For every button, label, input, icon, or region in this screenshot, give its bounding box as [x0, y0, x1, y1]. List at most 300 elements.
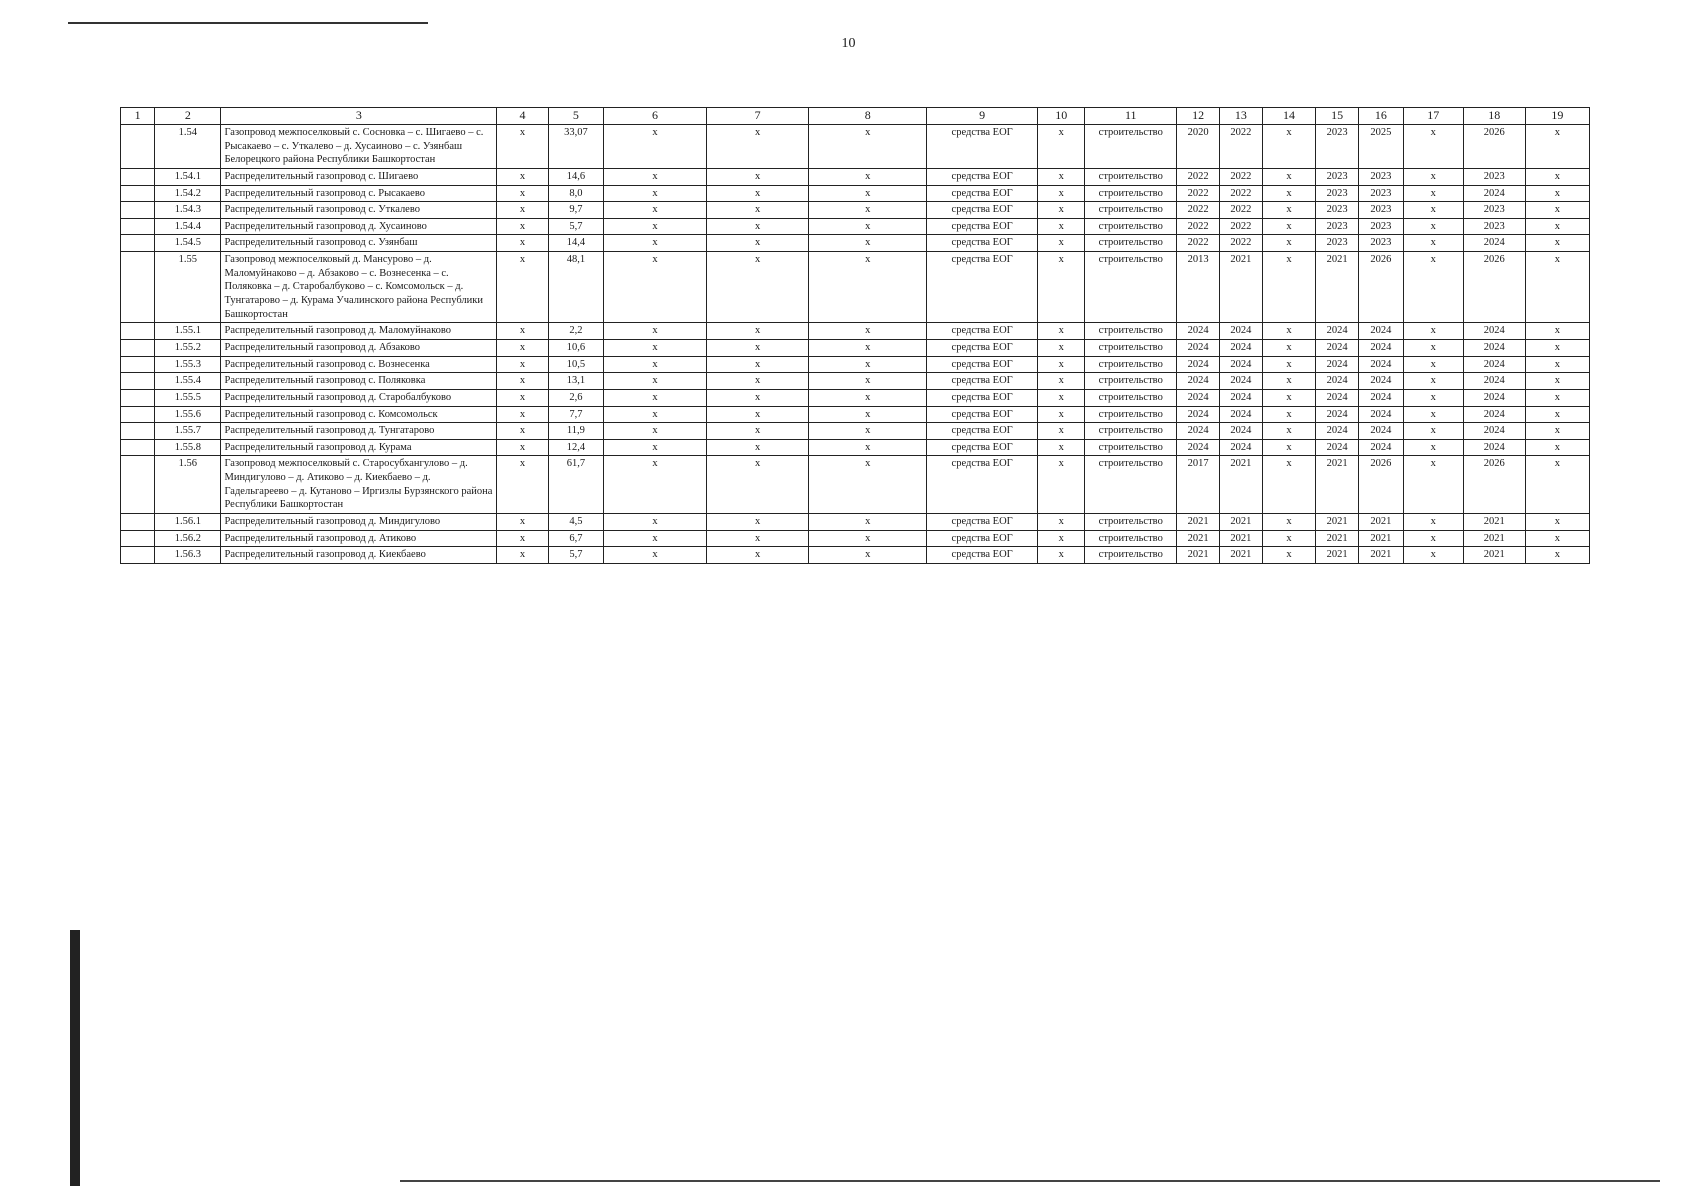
cell-id: 1.54.3 — [155, 202, 221, 219]
cell-c16: 2021 — [1358, 530, 1403, 547]
cell-c13: 2021 — [1219, 547, 1262, 564]
cell-name: Распределительный газопровод с. Поляковка — [221, 373, 497, 390]
cell-c14: x — [1262, 406, 1315, 423]
cell-c7: x — [706, 406, 809, 423]
cell-c19: x — [1525, 547, 1589, 564]
cell-c9: средства ЕОГ — [927, 373, 1038, 390]
cell-c5: 14,6 — [548, 168, 604, 185]
cell-c13: 2024 — [1219, 373, 1262, 390]
cell-c17: x — [1403, 323, 1463, 340]
table-row — [121, 547, 1590, 564]
cell-c15: 2021 — [1316, 456, 1359, 514]
cell-c18: 2024 — [1463, 339, 1525, 356]
cell-c14: x — [1262, 530, 1315, 547]
cell-empty — [121, 125, 155, 169]
cell-name: Распределительный газопровод д. Киекбаево — [221, 547, 497, 564]
cell-c8: x — [809, 389, 927, 406]
cell-c7: x — [706, 389, 809, 406]
cell-c17: x — [1403, 439, 1463, 456]
cell-c8: x — [809, 218, 927, 235]
cell-c6: x — [604, 218, 707, 235]
cell-c12: 2022 — [1177, 168, 1220, 185]
cell-c18: 2023 — [1463, 168, 1525, 185]
cell-c11: строительство — [1085, 252, 1177, 323]
cell-name: Распределительный газопровод с. Рысакаево — [221, 185, 497, 202]
cell-c15: 2023 — [1316, 168, 1359, 185]
cell-c9: средства ЕОГ — [927, 356, 1038, 373]
cell-c4: x — [497, 185, 548, 202]
cell-c11: строительство — [1085, 185, 1177, 202]
cell-c17: x — [1403, 252, 1463, 323]
cell-c14: x — [1262, 252, 1315, 323]
cell-c8: x — [809, 439, 927, 456]
cell-c18: 2024 — [1463, 323, 1525, 340]
cell-c4: x — [497, 218, 548, 235]
cell-c8: x — [809, 185, 927, 202]
cell-c9: средства ЕОГ — [927, 406, 1038, 423]
cell-c15: 2023 — [1316, 235, 1359, 252]
column-header: 8 — [809, 108, 927, 125]
cell-c17: x — [1403, 235, 1463, 252]
cell-c16: 2023 — [1358, 218, 1403, 235]
cell-c4: x — [497, 514, 548, 531]
cell-c17: x — [1403, 185, 1463, 202]
cell-c16: 2024 — [1358, 323, 1403, 340]
cell-c19: x — [1525, 514, 1589, 531]
cell-name: Распределительный газопровод с. Комсомольск — [221, 406, 497, 423]
cell-c4: x — [497, 339, 548, 356]
cell-c18: 2024 — [1463, 423, 1525, 440]
cell-c13: 2022 — [1219, 168, 1262, 185]
cell-id: 1.55.6 — [155, 406, 221, 423]
table-row — [121, 373, 1590, 390]
cell-c18: 2026 — [1463, 125, 1525, 169]
cell-name: Распределительный газопровод д. Курама — [221, 439, 497, 456]
cell-c10: x — [1038, 439, 1085, 456]
cell-c10: x — [1038, 514, 1085, 531]
cell-c9: средства ЕОГ — [927, 202, 1038, 219]
cell-c5: 2,2 — [548, 323, 604, 340]
cell-name: Распределительный газопровод с. Шигаево — [221, 168, 497, 185]
cell-c12: 2024 — [1177, 356, 1220, 373]
cell-c4: x — [497, 235, 548, 252]
cell-empty — [121, 456, 155, 514]
cell-c10: x — [1038, 356, 1085, 373]
cell-c18: 2024 — [1463, 356, 1525, 373]
table-row — [121, 168, 1590, 185]
cell-c9: средства ЕОГ — [927, 423, 1038, 440]
cell-c17: x — [1403, 406, 1463, 423]
cell-c18: 2024 — [1463, 185, 1525, 202]
cell-c14: x — [1262, 514, 1315, 531]
cell-c15: 2024 — [1316, 323, 1359, 340]
cell-c5: 12,4 — [548, 439, 604, 456]
cell-c11: строительство — [1085, 406, 1177, 423]
cell-c16: 2024 — [1358, 339, 1403, 356]
cell-c5: 4,5 — [548, 514, 604, 531]
cell-c13: 2024 — [1219, 356, 1262, 373]
cell-c18: 2023 — [1463, 218, 1525, 235]
cell-c17: x — [1403, 456, 1463, 514]
cell-c12: 2024 — [1177, 389, 1220, 406]
cell-c16: 2024 — [1358, 373, 1403, 390]
cell-c4: x — [497, 202, 548, 219]
cell-empty — [121, 323, 155, 340]
table-row — [121, 202, 1590, 219]
cell-id: 1.54.4 — [155, 218, 221, 235]
cell-c10: x — [1038, 389, 1085, 406]
cell-c12: 2021 — [1177, 530, 1220, 547]
cell-c4: x — [497, 423, 548, 440]
cell-empty — [121, 185, 155, 202]
scan-artifact-edge — [70, 930, 80, 1186]
column-header: 19 — [1525, 108, 1589, 125]
table-row — [121, 125, 1590, 169]
cell-c4: x — [497, 373, 548, 390]
cell-name: Распределительный газопровод с. Вознесенка — [221, 356, 497, 373]
cell-c16: 2023 — [1358, 185, 1403, 202]
cell-name: Распределительный газопровод д. Атиково — [221, 530, 497, 547]
cell-c8: x — [809, 202, 927, 219]
cell-c19: x — [1525, 439, 1589, 456]
cell-c19: x — [1525, 530, 1589, 547]
cell-id: 1.55.5 — [155, 389, 221, 406]
cell-c16: 2021 — [1358, 514, 1403, 531]
table-row — [121, 218, 1590, 235]
cell-c8: x — [809, 530, 927, 547]
cell-c7: x — [706, 514, 809, 531]
cell-id: 1.55.3 — [155, 356, 221, 373]
cell-c13: 2024 — [1219, 439, 1262, 456]
cell-c14: x — [1262, 218, 1315, 235]
cell-c11: строительство — [1085, 514, 1177, 531]
cell-c17: x — [1403, 356, 1463, 373]
cell-c14: x — [1262, 185, 1315, 202]
column-header: 12 — [1177, 108, 1220, 125]
cell-c13: 2021 — [1219, 252, 1262, 323]
cell-c10: x — [1038, 168, 1085, 185]
cell-c15: 2024 — [1316, 423, 1359, 440]
cell-c18: 2024 — [1463, 439, 1525, 456]
cell-c11: строительство — [1085, 356, 1177, 373]
cell-c13: 2021 — [1219, 514, 1262, 531]
cell-c18: 2024 — [1463, 373, 1525, 390]
cell-c16: 2023 — [1358, 202, 1403, 219]
cell-c7: x — [706, 439, 809, 456]
cell-c4: x — [497, 439, 548, 456]
column-header: 9 — [927, 108, 1038, 125]
column-header: 1 — [121, 108, 155, 125]
cell-c18: 2021 — [1463, 514, 1525, 531]
table-row — [121, 423, 1590, 440]
cell-name: Газопровод межпоселковый д. Мансурово – д. Маломуйнаково – д. Абзаково – с. Вознесенка – с. Поляковка – д. Старобалбуково – с. Комсомольск – д. Тунгатарово – д. Курама Учалинского района Республики Башкортостан — [221, 252, 497, 323]
cell-c13: 2022 — [1219, 125, 1262, 169]
cell-name: Газопровод межпоселковый с. Старосубхангулово – д. Миндигулово – д. Атиково – д. Киекбаево – д. Гадельгареево – д. Кутаново – Иргизлы Бурзянского района Республики Башкортостан — [221, 456, 497, 514]
cell-c7: x — [706, 423, 809, 440]
cell-c4: x — [497, 323, 548, 340]
cell-c11: строительство — [1085, 547, 1177, 564]
cell-c15: 2024 — [1316, 373, 1359, 390]
cell-id: 1.55.8 — [155, 439, 221, 456]
cell-c6: x — [604, 168, 707, 185]
cell-c18: 2023 — [1463, 202, 1525, 219]
cell-c12: 2022 — [1177, 218, 1220, 235]
cell-c13: 2024 — [1219, 389, 1262, 406]
cell-id: 1.55.4 — [155, 373, 221, 390]
cell-c7: x — [706, 202, 809, 219]
cell-c6: x — [604, 323, 707, 340]
cell-empty — [121, 514, 155, 531]
cell-id: 1.55.7 — [155, 423, 221, 440]
cell-c11: строительство — [1085, 202, 1177, 219]
cell-c4: x — [497, 356, 548, 373]
cell-name: Распределительный газопровод д. Старобалбуково — [221, 389, 497, 406]
table-row — [121, 456, 1590, 514]
cell-c4: x — [497, 530, 548, 547]
cell-c10: x — [1038, 125, 1085, 169]
cell-c9: средства ЕОГ — [927, 389, 1038, 406]
cell-c18: 2024 — [1463, 235, 1525, 252]
cell-c8: x — [809, 423, 927, 440]
cell-c5: 5,7 — [548, 218, 604, 235]
cell-c13: 2024 — [1219, 406, 1262, 423]
cell-empty — [121, 252, 155, 323]
column-header: 11 — [1085, 108, 1177, 125]
cell-c11: строительство — [1085, 235, 1177, 252]
cell-c7: x — [706, 252, 809, 323]
cell-c12: 2024 — [1177, 406, 1220, 423]
cell-c8: x — [809, 323, 927, 340]
cell-c8: x — [809, 125, 927, 169]
cell-c10: x — [1038, 323, 1085, 340]
cell-c9: средства ЕОГ — [927, 218, 1038, 235]
table-row — [121, 439, 1590, 456]
cell-c14: x — [1262, 373, 1315, 390]
cell-c18: 2026 — [1463, 252, 1525, 323]
cell-c19: x — [1525, 202, 1589, 219]
table-row — [121, 323, 1590, 340]
cell-c5: 48,1 — [548, 252, 604, 323]
cell-empty — [121, 373, 155, 390]
cell-c15: 2023 — [1316, 202, 1359, 219]
gas-pipeline-table — [120, 107, 1590, 564]
cell-c6: x — [604, 373, 707, 390]
cell-c14: x — [1262, 456, 1315, 514]
cell-empty — [121, 406, 155, 423]
cell-empty — [121, 235, 155, 252]
column-header: 6 — [604, 108, 707, 125]
cell-name: Распределительный газопровод д. Хусаиново — [221, 218, 497, 235]
cell-c14: x — [1262, 339, 1315, 356]
cell-empty — [121, 356, 155, 373]
cell-c14: x — [1262, 168, 1315, 185]
cell-c8: x — [809, 373, 927, 390]
cell-c10: x — [1038, 530, 1085, 547]
page-number: 10 — [841, 36, 856, 51]
cell-c4: x — [497, 547, 548, 564]
cell-c5: 9,7 — [548, 202, 604, 219]
cell-c9: средства ЕОГ — [927, 168, 1038, 185]
cell-c12: 2020 — [1177, 125, 1220, 169]
cell-c11: строительство — [1085, 323, 1177, 340]
cell-c7: x — [706, 356, 809, 373]
table-row — [121, 406, 1590, 423]
column-header: 13 — [1219, 108, 1262, 125]
column-header: 7 — [706, 108, 809, 125]
column-number-header — [121, 108, 1590, 125]
cell-c6: x — [604, 356, 707, 373]
cell-c14: x — [1262, 547, 1315, 564]
cell-c15: 2024 — [1316, 406, 1359, 423]
column-header: 15 — [1316, 108, 1359, 125]
cell-c5: 10,5 — [548, 356, 604, 373]
cell-c9: средства ЕОГ — [927, 547, 1038, 564]
cell-c9: средства ЕОГ — [927, 439, 1038, 456]
cell-c17: x — [1403, 168, 1463, 185]
cell-id: 1.56.1 — [155, 514, 221, 531]
cell-c9: средства ЕОГ — [927, 514, 1038, 531]
cell-c15: 2023 — [1316, 185, 1359, 202]
cell-c17: x — [1403, 373, 1463, 390]
cell-c5: 10,6 — [548, 339, 604, 356]
cell-c15: 2021 — [1316, 252, 1359, 323]
cell-c16: 2025 — [1358, 125, 1403, 169]
cell-c17: x — [1403, 202, 1463, 219]
table-row — [121, 356, 1590, 373]
cell-c14: x — [1262, 323, 1315, 340]
cell-c18: 2021 — [1463, 530, 1525, 547]
cell-c8: x — [809, 406, 927, 423]
cell-c10: x — [1038, 406, 1085, 423]
cell-c13: 2024 — [1219, 323, 1262, 340]
scan-artifact-bottom — [400, 1180, 1660, 1182]
cell-c9: средства ЕОГ — [927, 125, 1038, 169]
column-header: 16 — [1358, 108, 1403, 125]
table-row — [121, 185, 1590, 202]
cell-empty — [121, 339, 155, 356]
cell-c8: x — [809, 168, 927, 185]
cell-c17: x — [1403, 125, 1463, 169]
cell-name: Распределительный газопровод с. Узянбаш — [221, 235, 497, 252]
cell-c6: x — [604, 125, 707, 169]
cell-c12: 2024 — [1177, 439, 1220, 456]
cell-c19: x — [1525, 373, 1589, 390]
cell-c15: 2023 — [1316, 125, 1359, 169]
cell-c16: 2024 — [1358, 423, 1403, 440]
cell-c14: x — [1262, 235, 1315, 252]
scan-artifact-top — [68, 22, 428, 24]
cell-c19: x — [1525, 168, 1589, 185]
cell-c16: 2024 — [1358, 389, 1403, 406]
cell-c19: x — [1525, 252, 1589, 323]
cell-c12: 2017 — [1177, 456, 1220, 514]
cell-c11: строительство — [1085, 439, 1177, 456]
cell-c11: строительство — [1085, 125, 1177, 169]
cell-c10: x — [1038, 339, 1085, 356]
cell-c7: x — [706, 373, 809, 390]
cell-c6: x — [604, 252, 707, 323]
cell-c15: 2023 — [1316, 218, 1359, 235]
cell-c12: 2022 — [1177, 202, 1220, 219]
cell-empty — [121, 530, 155, 547]
cell-c13: 2021 — [1219, 456, 1262, 514]
cell-c16: 2024 — [1358, 439, 1403, 456]
column-header: 3 — [221, 108, 497, 125]
cell-name: Распределительный газопровод д. Абзаково — [221, 339, 497, 356]
cell-c18: 2026 — [1463, 456, 1525, 514]
cell-c14: x — [1262, 202, 1315, 219]
cell-c6: x — [604, 547, 707, 564]
cell-c9: средства ЕОГ — [927, 339, 1038, 356]
cell-c19: x — [1525, 235, 1589, 252]
cell-c6: x — [604, 514, 707, 531]
cell-c10: x — [1038, 235, 1085, 252]
cell-id: 1.56 — [155, 456, 221, 514]
column-header: 5 — [548, 108, 604, 125]
cell-c5: 2,6 — [548, 389, 604, 406]
cell-c6: x — [604, 235, 707, 252]
cell-c5: 11,9 — [548, 423, 604, 440]
cell-c11: строительство — [1085, 339, 1177, 356]
cell-c14: x — [1262, 389, 1315, 406]
cell-id: 1.56.3 — [155, 547, 221, 564]
cell-c17: x — [1403, 547, 1463, 564]
cell-c17: x — [1403, 423, 1463, 440]
cell-c5: 5,7 — [548, 547, 604, 564]
cell-c8: x — [809, 356, 927, 373]
cell-c16: 2026 — [1358, 456, 1403, 514]
table-row — [121, 530, 1590, 547]
cell-c11: строительство — [1085, 373, 1177, 390]
cell-c16: 2023 — [1358, 235, 1403, 252]
cell-c19: x — [1525, 125, 1589, 169]
cell-empty — [121, 439, 155, 456]
cell-id: 1.55.2 — [155, 339, 221, 356]
cell-c12: 2022 — [1177, 185, 1220, 202]
cell-c14: x — [1262, 356, 1315, 373]
column-header: 4 — [497, 108, 548, 125]
cell-c5: 7,7 — [548, 406, 604, 423]
cell-empty — [121, 547, 155, 564]
cell-c14: x — [1262, 439, 1315, 456]
cell-c17: x — [1403, 218, 1463, 235]
cell-c18: 2024 — [1463, 389, 1525, 406]
cell-id: 1.55.1 — [155, 323, 221, 340]
cell-c10: x — [1038, 373, 1085, 390]
cell-c5: 13,1 — [548, 373, 604, 390]
cell-c6: x — [604, 439, 707, 456]
cell-name: Газопровод межпоселковый с. Сосновка – с. Шигаево – с. Рысакаево – с. Уткалево – д. Хусаиново – с. Узянбаш Белорецкого района Республики Башкортостан — [221, 125, 497, 169]
cell-c7: x — [706, 323, 809, 340]
cell-c19: x — [1525, 339, 1589, 356]
column-header: 14 — [1262, 108, 1315, 125]
table-row — [121, 514, 1590, 531]
cell-c19: x — [1525, 323, 1589, 340]
cell-c4: x — [497, 252, 548, 323]
cell-c7: x — [706, 168, 809, 185]
cell-c5: 61,7 — [548, 456, 604, 514]
cell-c4: x — [497, 389, 548, 406]
cell-id: 1.54.1 — [155, 168, 221, 185]
cell-c8: x — [809, 339, 927, 356]
cell-c12: 2021 — [1177, 514, 1220, 531]
cell-c8: x — [809, 547, 927, 564]
cell-c6: x — [604, 423, 707, 440]
cell-name: Распределительный газопровод д. Тунгатарово — [221, 423, 497, 440]
cell-c4: x — [497, 406, 548, 423]
cell-c7: x — [706, 125, 809, 169]
cell-c5: 14,4 — [548, 235, 604, 252]
